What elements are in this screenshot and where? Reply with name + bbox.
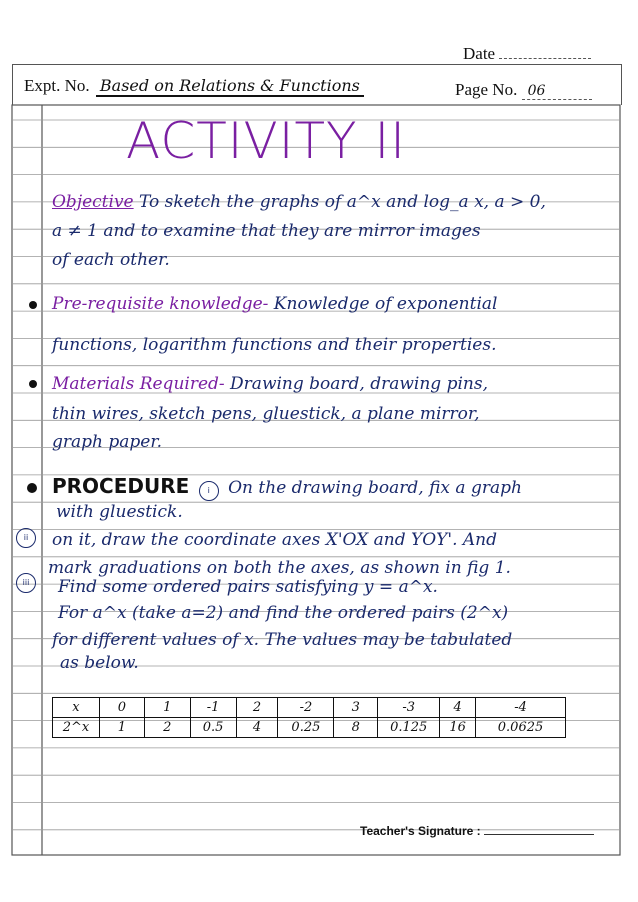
activity-title: ACTIVITY II [126, 112, 406, 170]
prerequisite-line-1 [52, 294, 497, 314]
table-cell: 1 [99, 718, 144, 738]
table-row-x [53, 698, 566, 718]
prerequisite-label: Pre-requisite knowledge- [52, 294, 269, 314]
table-cell: 3 [334, 698, 378, 718]
prerequisite-text-1: Knowledge of exponential [273, 294, 498, 314]
table-cell: -3 [378, 698, 440, 718]
date-blank [499, 58, 591, 59]
objective-text-1: To sketch the graphs of a^x and log_a x, a > 0, [139, 192, 546, 212]
table-cell: 0.0625 [476, 718, 566, 738]
table-cell: 2 [236, 698, 278, 718]
procedure-line-1 [52, 474, 522, 501]
bullet-prerequisite [29, 301, 37, 309]
step-3-text-3: for different values of x. The values may be tabulated [52, 630, 513, 650]
table-cell: 16 [440, 718, 476, 738]
step-number-2: ii [16, 528, 36, 548]
table-cell: 0.25 [278, 718, 334, 738]
table-cell: 8 [334, 718, 378, 738]
table-cell: 4 [236, 718, 278, 738]
step-3-text-4: as below. [60, 653, 139, 673]
table-cell: 1 [144, 698, 190, 718]
prerequisite-line-2: functions, logarithm functions and their properties. [52, 335, 497, 355]
page-number [455, 80, 592, 100]
procedure-label: PROCEDURE [52, 474, 190, 498]
objective-line-3: of each other. [52, 250, 170, 270]
signature-blank [484, 834, 594, 835]
materials-line-3: graph paper. [52, 432, 163, 452]
objective-line-1 [52, 192, 546, 212]
table-cell: -4 [476, 698, 566, 718]
table-cell: 0.5 [190, 718, 236, 738]
date-label: Date [463, 44, 496, 63]
page-value: 06 [522, 83, 592, 100]
table-cell: 2 [144, 718, 190, 738]
step-number-1: i [199, 481, 219, 501]
page-label: Page No. [455, 80, 518, 99]
table-cell: 0.125 [378, 718, 440, 738]
step-1-text-2: with gluestick. [56, 502, 183, 522]
step-2-text-1: on it, draw the coordinate axes X'OX and YOY'. And [52, 530, 497, 550]
table-cell: -1 [190, 698, 236, 718]
materials-text-1: Drawing board, drawing pins, [230, 374, 488, 394]
step-number-3: iii [16, 573, 36, 593]
step-3-text-2: For a^x (take a=2) and find the ordered pairs (2^x) [58, 603, 509, 623]
date-field [463, 44, 591, 64]
bullet-procedure [27, 483, 37, 493]
teacher-signature [360, 824, 594, 838]
bullet-materials [29, 380, 37, 388]
table-row-2x [53, 718, 566, 738]
step-2-text-2: mark graduations on both the axes, as shown in fig 1. [48, 558, 511, 578]
objective-line-2: a ≠ 1 and to examine that they are mirror images [52, 221, 481, 241]
table-cell: 0 [99, 698, 144, 718]
objective-label: Objective [52, 192, 134, 212]
table-cell: 2^x [53, 718, 100, 738]
table-cell: x [53, 698, 100, 718]
expt-label: Expt. No. [24, 76, 90, 95]
signature-label: Teacher's Signature : [360, 824, 481, 838]
table-cell: -2 [278, 698, 334, 718]
materials-line-2: thin wires, sketch pens, gluestick, a plane mirror, [52, 404, 480, 424]
step-1-text-1: On the drawing board, fix a graph [228, 478, 522, 498]
expt-value: Based on Relations & Functions [96, 76, 364, 97]
table-cell: 4 [440, 698, 476, 718]
materials-label: Materials Required- [52, 374, 225, 394]
step-3-text-1: Find some ordered pairs satisfying y = a^x. [58, 577, 438, 597]
values-table [52, 697, 566, 738]
experiment-number [24, 76, 364, 96]
materials-line-1 [52, 374, 488, 394]
